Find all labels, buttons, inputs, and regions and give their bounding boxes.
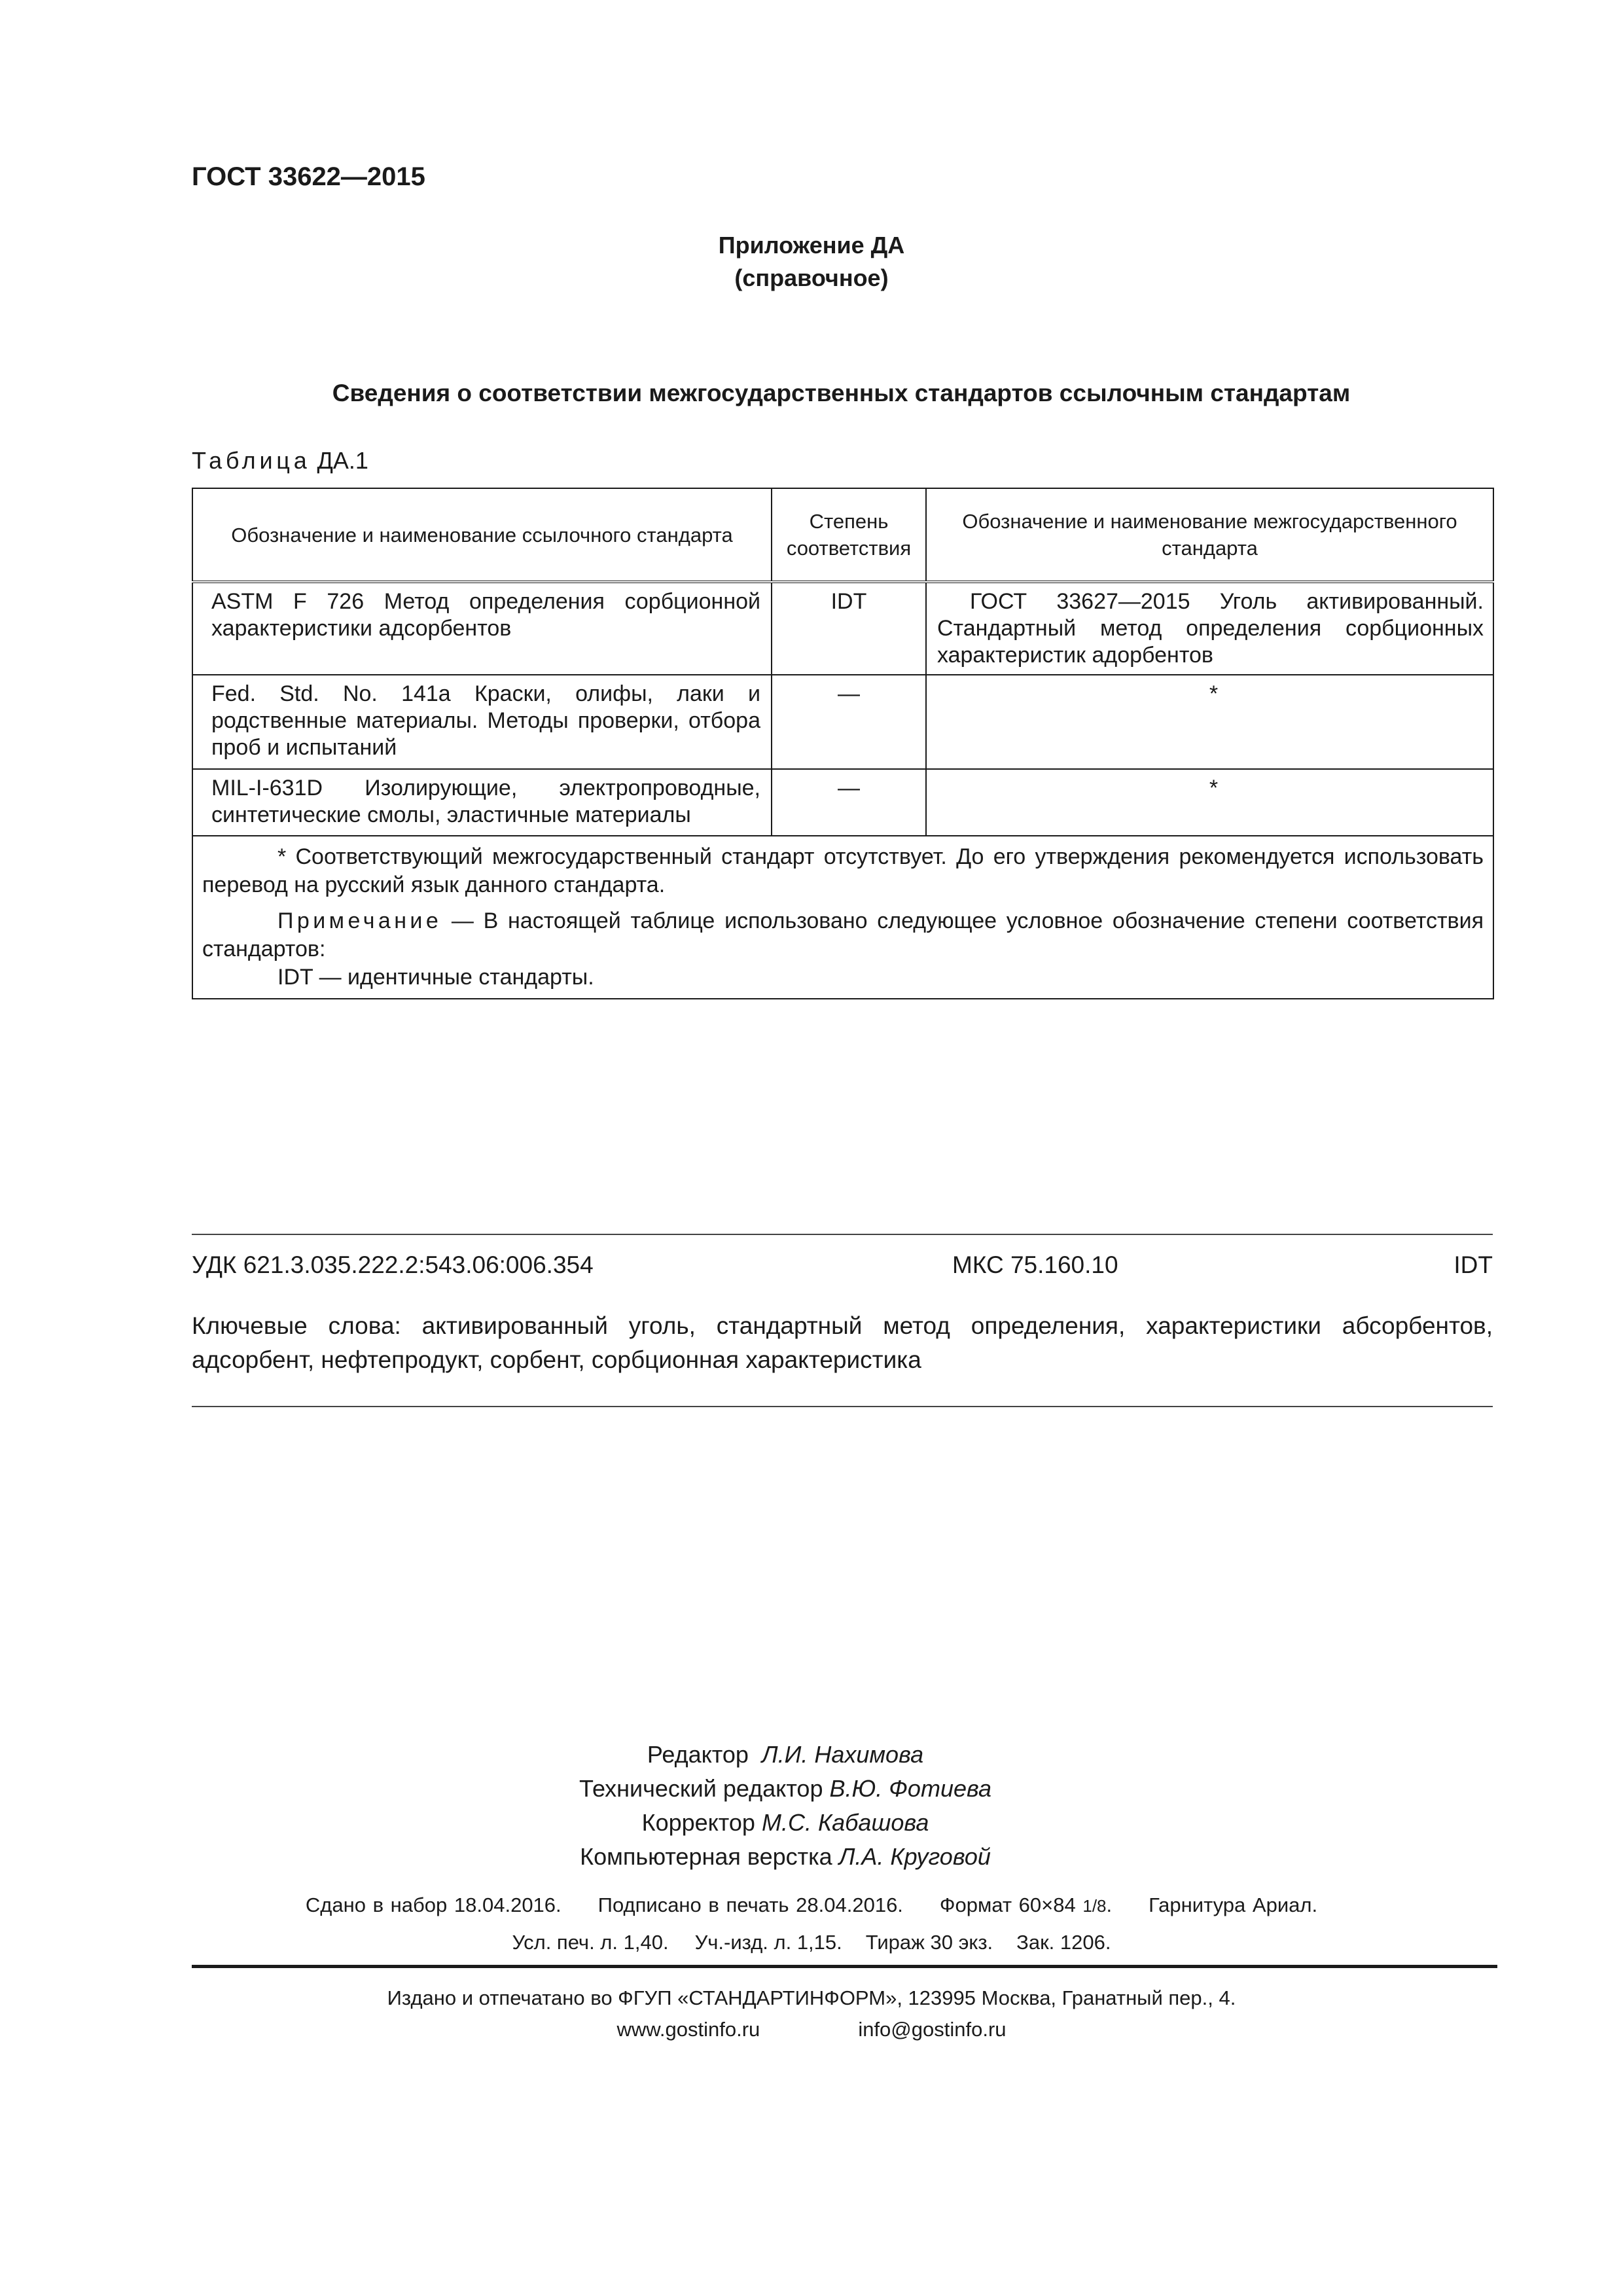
degree-cell: — (772, 769, 926, 836)
credit-line (0, 1806, 1597, 1840)
keywords-bottom-rule (192, 1406, 1493, 1407)
standards-correspondence-table (192, 488, 1494, 999)
credit-name: Л.А. Круговой (838, 1843, 991, 1870)
print-run: Тираж 30 экз. (865, 1931, 993, 1954)
format-prefix: Формат 60×84 (939, 1893, 1076, 1916)
interstate-cell: * (926, 675, 1493, 769)
table-row (192, 769, 1493, 836)
interstate-cell: * (926, 769, 1493, 836)
credits-block (0, 1738, 1623, 1874)
table-caption-id: ДА.1 (317, 447, 368, 474)
annex-kind: (справочное) (734, 264, 889, 291)
header-degree: Степень соответствия (772, 488, 926, 582)
credit-role: Компьютерная верстка (580, 1843, 832, 1870)
credit-name: Л.И. Нахимова (761, 1741, 924, 1768)
publisher-contacts (0, 2018, 1623, 2041)
note-text: — В настоящей таблице использовано следующее условное обозначение степени соответствия стандартов: (202, 908, 1484, 961)
credit-line (0, 1738, 1597, 1772)
imprint-line-2 (0, 1931, 1623, 1954)
reference-cell: Fed. Std. No. 141а Краски, олифы, лаки и родственные материалы. Методы проверки, отбора проб и испытаний (192, 675, 772, 769)
annex-title: Приложение ДА (718, 232, 905, 259)
interstate-cell (926, 582, 1493, 675)
table-caption-word: Таблица (192, 447, 311, 474)
keywords: Ключевые слова: активированный уголь, стандартный метод определения, характеристики абсорбентов, адсорбент, нефтепродукт, сорбент, сорбционная характеристика (192, 1312, 1493, 1373)
publisher-sheets: Уч.-изд. л. 1,15. (694, 1931, 842, 1954)
header-interstate-standard: Обозначение и наименование межгосударственного стандарта (926, 488, 1493, 582)
table-notes-cell (192, 836, 1493, 999)
table-footnote (202, 843, 1484, 899)
signed-date: Подписано в печать 28.04.2016. (597, 1893, 903, 1916)
degree-cell: — (772, 675, 926, 769)
submitted-date: Сдано в набор 18.04.2016. (305, 1893, 562, 1916)
typeface: Гарнитура Ариал. (1149, 1893, 1318, 1916)
table-caption (192, 447, 368, 475)
table-row (192, 675, 1493, 769)
mks-code: МКС 75.160.10 (952, 1251, 1118, 1278)
order-number: Зак. 1206. (1016, 1931, 1111, 1954)
credit-role: Корректор (641, 1809, 755, 1836)
reference-cell: MIL-I-631D Изолирующие, электропроводные, синтетические смолы, эластичные материалы (192, 769, 772, 836)
publisher-website-link[interactable]: www.gostinfo.ru (616, 2018, 760, 2041)
table-notes-row (192, 836, 1493, 999)
header-reference-standard: Обозначение и наименование ссылочного стандарта (192, 488, 772, 582)
degree-cell: IDT (772, 582, 926, 675)
print-sheets: Усл. печ. л. 1,40. (512, 1931, 669, 1954)
correspondence-code: IDT (1454, 1251, 1493, 1278)
table-note (202, 907, 1484, 963)
publisher-line: Издано и отпечатано во ФГУП «СТАНДАРТИНФОРМ», 123995 Москва, Гранатный пер., 4. (387, 1986, 1236, 2009)
imprint-line-1 (0, 1893, 1623, 1917)
format-fraction: 1/8 (1082, 1896, 1107, 1916)
table-row (192, 582, 1493, 675)
reference-cell: ASTM F 726 Метод определения сорбционной характеристики адсорбентов (192, 582, 772, 675)
credit-line (0, 1840, 1597, 1874)
publisher-email-link[interactable]: info@gostinfo.ru (858, 2018, 1007, 2041)
note-word: Примечание (277, 908, 442, 933)
credit-name: В.Ю. Фотиева (829, 1775, 992, 1802)
section-title: Сведения о соответствии межгосударственных стандартов ссылочным стандартам (332, 380, 1351, 406)
credit-line (0, 1772, 1597, 1806)
note-item: IDT — идентичные стандарты. (277, 965, 594, 990)
format-suffix: . (1106, 1893, 1113, 1916)
credit-role: Редактор (647, 1741, 749, 1768)
publisher-rule (192, 1965, 1497, 1968)
annex-heading (0, 229, 1623, 295)
classification-top-rule (192, 1234, 1493, 1235)
credit-name: М.С. Кабашова (761, 1809, 929, 1836)
table-header-row (192, 488, 1493, 582)
credit-role: Технический редактор (579, 1775, 823, 1802)
document-code: ГОСТ 33622—2015 (192, 162, 425, 191)
interstate-text: ГОСТ 33627—2015 Уголь активированный. Стандартный метод определения сорбционных характеристик адорбентов (937, 589, 1484, 668)
udk-code: УДК 621.3.035.222.2:543.06:006.354 (192, 1251, 594, 1278)
footnote-text: * Соответствующий межгосударственный стандарт отсутствует. До его утверждения рекомендуется использовать перевод на русский язык данного стандарта. (202, 844, 1484, 897)
